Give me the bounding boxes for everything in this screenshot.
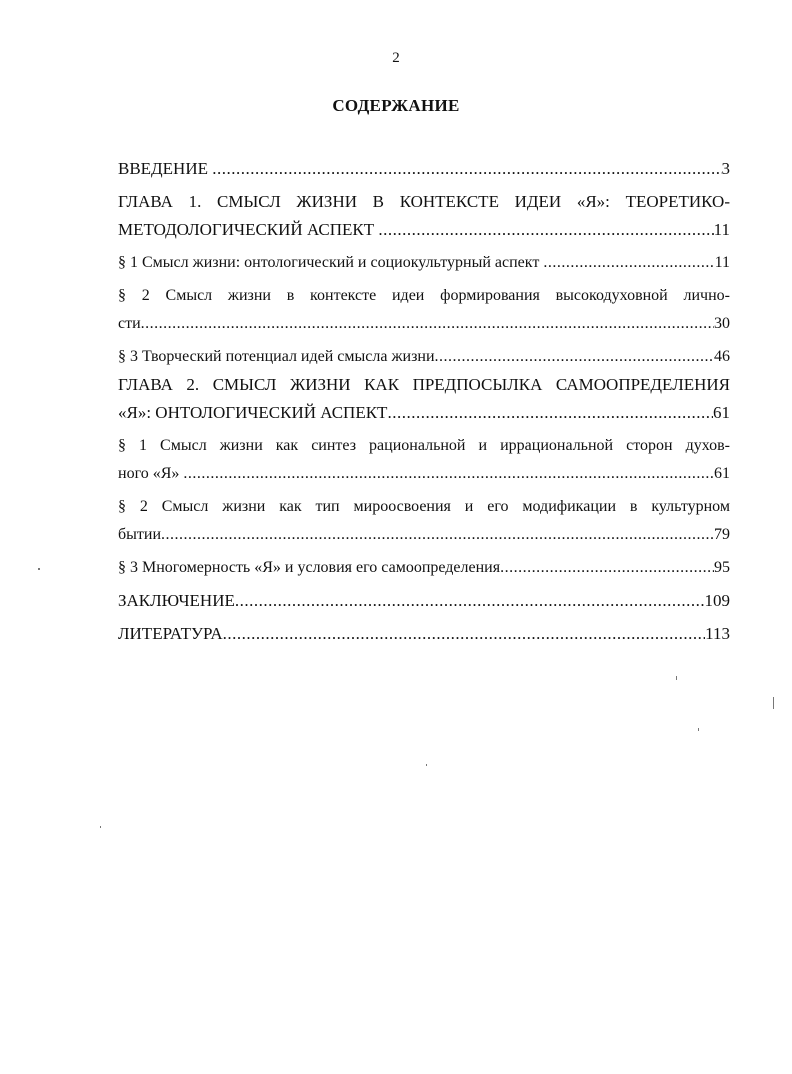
scan-speck [676,676,677,680]
toc-entry-text: ного «Я» [118,465,184,482]
toc-entry-chapter-1 [118,216,730,244]
scan-speck [426,764,427,766]
toc-entry-chapter-1-line-1: ГЛАВА 1. СМЫСЛ ЖИЗНИ В КОНТЕКСТЕ ИДЕИ «Я»: ТЕОРЕТИКО- [118,192,730,211]
toc-entry-page: 30 [714,315,730,332]
toc-entry-page: 61 [713,403,730,422]
toc-entry-ch2-section-2 [118,521,730,549]
toc-leader [387,399,713,427]
toc-entry-text: § 3 Творческий потенциал идей смысла жизни [118,348,435,365]
toc-entry-page: 109 [704,591,730,610]
scan-speck [773,697,774,709]
toc-entry-text: § 1 Смысл жизни: онтологический и социокультурный аспект [118,254,544,271]
toc-leader [378,216,713,244]
toc-leader [223,620,706,648]
toc-entry-ch2-section-2-line-1: § 2 Смысл жизни как тип мироосвоения и его модификации в культурном [118,498,730,515]
toc-leader [500,554,714,582]
toc-entry-ch2-section-1 [118,460,730,488]
toc-title: СОДЕРЖАНИЕ [332,96,460,115]
toc-entry-text: ВВЕДЕНИЕ [118,159,213,178]
toc-leader [212,155,721,183]
toc-entry-page: 61 [714,465,730,482]
toc-entry-text: § 3 Многомерность «Я» и условия его самоопределения [118,559,501,576]
toc-entry-text: «Я»: ОНТОЛОГИЧЕСКИЙ АСПЕКТ [118,403,388,422]
toc-entry-chapter-2 [118,399,730,427]
toc-entry-page: 3 [721,159,730,178]
toc-leader [141,310,714,338]
toc-entry-page: 11 [713,220,730,239]
toc-leader [183,460,714,488]
table-of-contents [118,155,730,648]
toc-entry-page: 79 [714,526,730,543]
toc-entry-page: 11 [714,254,730,271]
toc-entry-introduction [118,155,730,183]
toc-entry-ch1-section-2 [118,310,730,338]
toc-entry-page: 95 [714,559,730,576]
toc-entry-ch1-section-3 [118,343,730,371]
toc-entry-chapter-2-line-1: ГЛАВА 2. СМЫСЛ ЖИЗНИ КАК ПРЕДПОСЫЛКА САМООПРЕДЕЛЕНИЯ [118,375,730,394]
toc-leader [543,249,714,277]
toc-entry-conclusion [118,587,730,615]
toc-entry-text: ЛИТЕРАТУРА [118,624,223,643]
toc-entry-literature [118,620,730,648]
toc-entry-page: 46 [714,348,730,365]
toc-entry-text: ЗАКЛЮЧЕНИЕ [118,591,235,610]
toc-entry-page: 113 [705,624,730,643]
toc-leader [161,521,714,549]
scan-speck [698,728,699,731]
toc-entry-ch2-section-3 [118,554,730,582]
scan-speck [100,826,101,828]
toc-entry-text: МЕТОДОЛОГИЧЕСКИЙ АСПЕКТ [118,220,379,239]
toc-entry-ch1-section-1 [118,249,730,277]
page-number: 2 [392,50,400,66]
toc-leader [435,343,714,371]
toc-entry-text: бытии [118,526,162,543]
toc-leader [235,587,705,615]
toc-entry-text: сти [118,315,141,332]
toc-entry-ch2-section-1-line-1: § 1 Смысл жизни как синтез рациональной и иррациональной сторон духов- [118,437,730,454]
scan-speck [38,568,40,570]
toc-entry-ch1-section-2-line-1: § 2 Смысл жизни в контексте идеи формирования высокодуховной лично- [118,287,730,304]
